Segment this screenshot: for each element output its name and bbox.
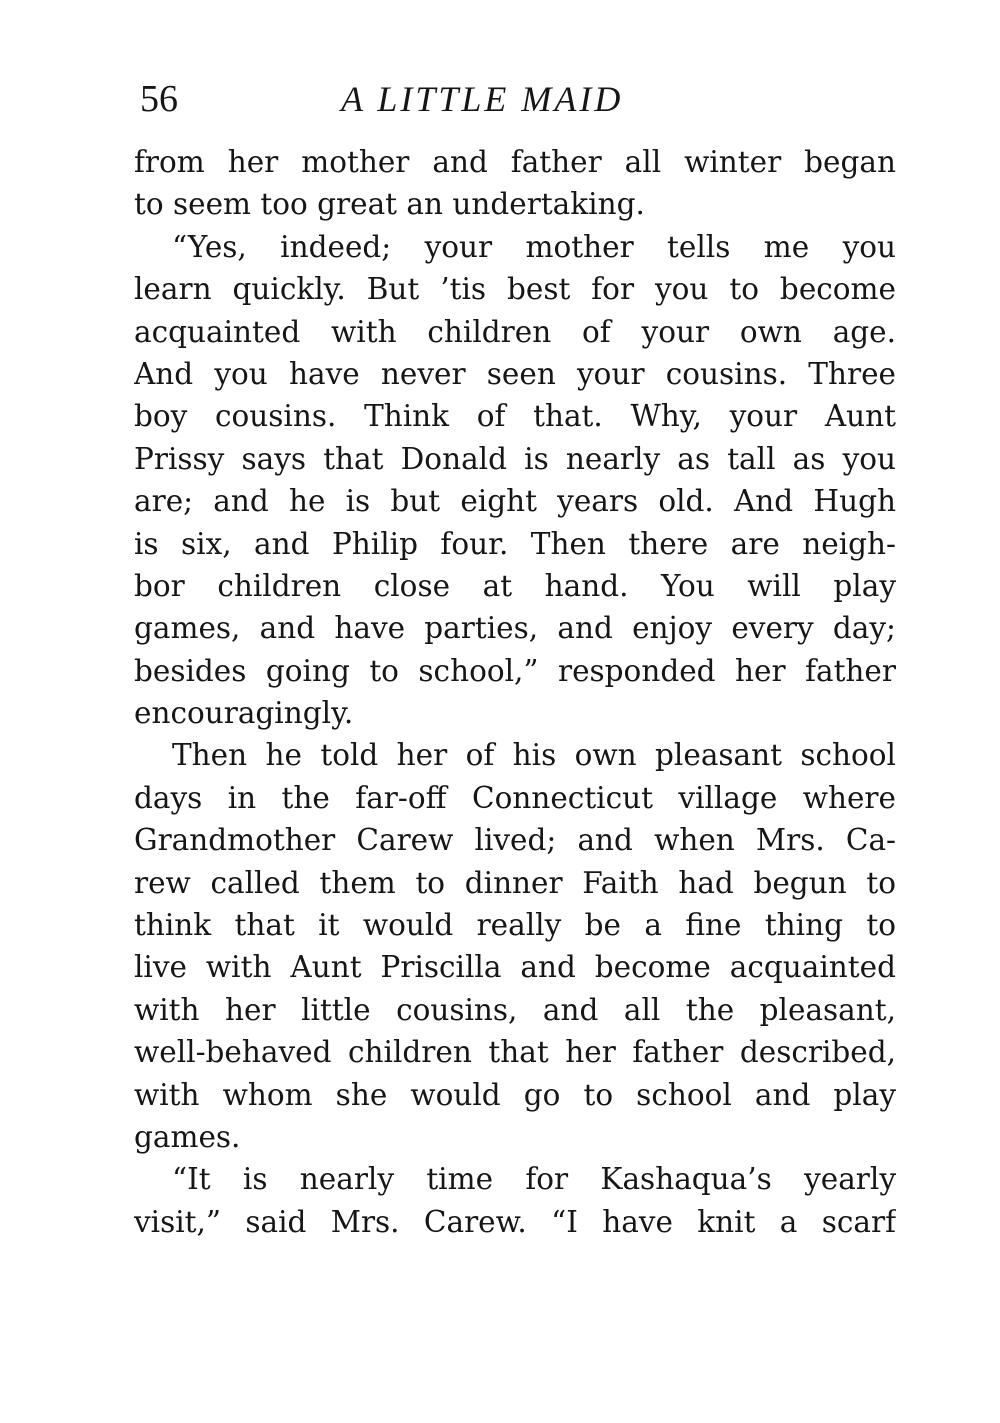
text-line: acquainted with children of your own age. <box>134 314 896 349</box>
text-line: are; and he is but eight years old. And Hugh <box>134 484 896 519</box>
book-title: A LITTLE MAID <box>341 79 624 119</box>
text-line: besides going to school,” responded her father <box>134 653 896 688</box>
text-line: bor children close at hand. You will play <box>134 568 896 603</box>
text-line: games. <box>134 1119 241 1154</box>
text-line: encouragingly. <box>134 696 354 731</box>
text-line: from her mother and father all winter began <box>134 145 896 179</box>
body-text <box>134 141 896 1243</box>
text-line: “Yes, indeed; your mother tells me you <box>172 229 896 264</box>
text-line: is six, and Philip four. Then there are neigh- <box>134 526 896 561</box>
text-line: rew called them to dinner Faith had begun to <box>134 865 896 900</box>
text-line: with whom she would go to school and play <box>134 1077 896 1112</box>
running-head <box>136 74 896 124</box>
text-line: games, and have parties, and enjoy every day; <box>134 611 896 646</box>
page-number: 56 <box>140 78 178 120</box>
text-line: live with Aunt Priscilla and become acquainted <box>134 950 896 985</box>
text-line: with her little cousins, and all the pleasant, <box>134 992 896 1027</box>
text-line: Then he told her of his own pleasant school <box>172 738 896 773</box>
text-line: well-behaved children that her father described, <box>134 1035 896 1070</box>
text-line: Prissy says that Donald is nearly as tall as you <box>134 441 896 476</box>
text-line: to seem too great an undertaking. <box>134 187 645 222</box>
text-line: visit,” said Mrs. Carew. “I have knit a scarf <box>134 1204 896 1239</box>
text-line: “It is nearly time for Kashaqua’s yearly <box>172 1162 896 1197</box>
text-line: learn quickly. But ’tis best for you to become <box>134 272 896 307</box>
text-line: think that it would really be a fine thing to <box>134 908 896 943</box>
text-line: boy cousins. Think of that. Why, your Aunt <box>134 399 896 434</box>
text-line: days in the far-off Connecticut village where <box>134 780 896 815</box>
text-line: Grandmother Carew lived; and when Mrs. Ca- <box>134 823 896 858</box>
text-line: And you have never seen your cousins. Three <box>134 356 896 391</box>
